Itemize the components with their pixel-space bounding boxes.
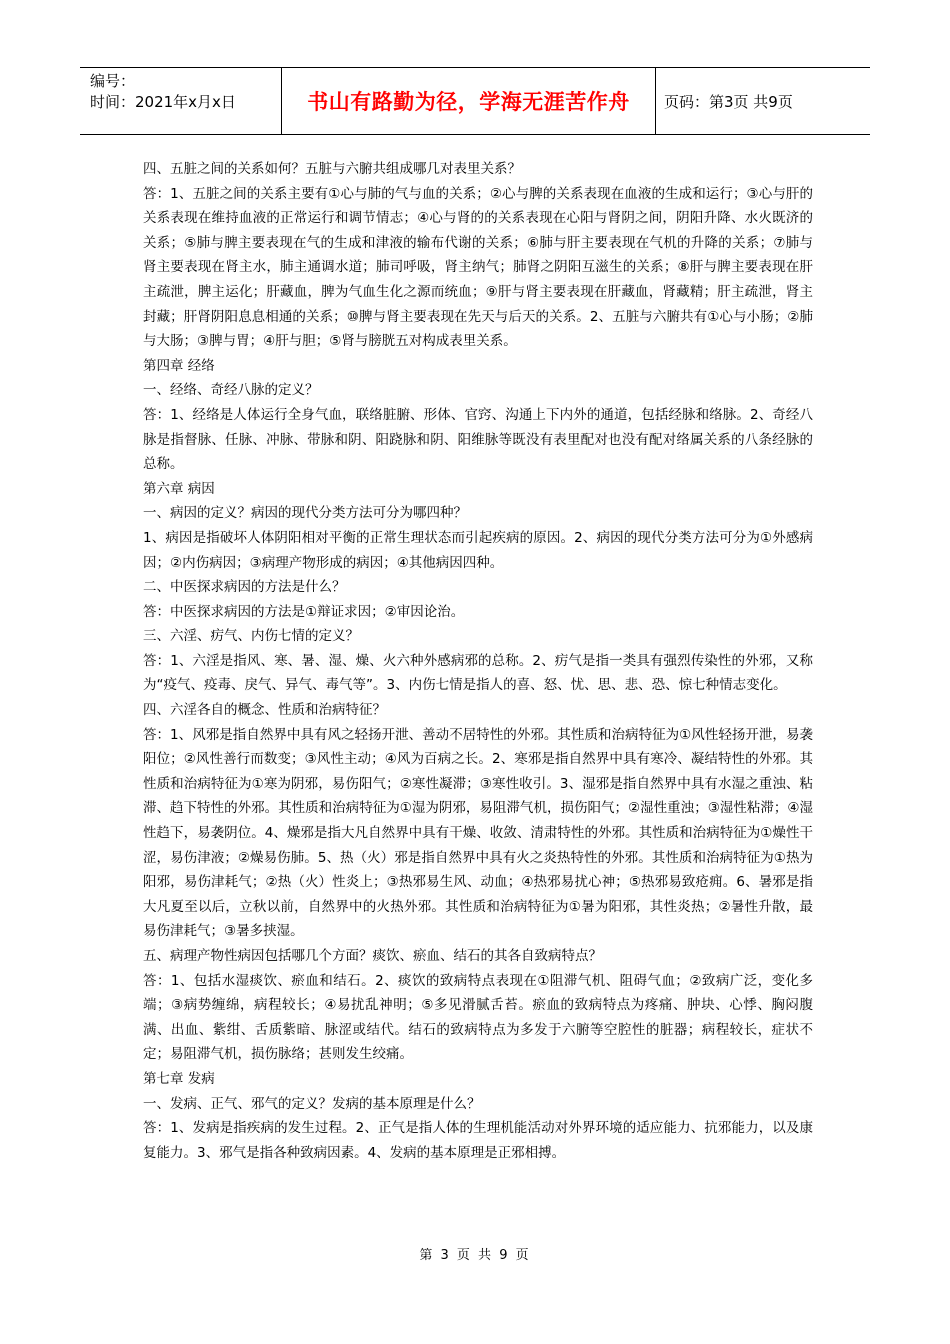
question-heading: 四、六淫各自的概念、性质和治病特征？ — [143, 702, 386, 719]
question-heading: 五、病理产物性病因包括哪几个方面？痰饮、瘀血、结石的其各自致病特点？ — [143, 948, 602, 964]
answer-paragraph: 1、病因是指破坏人体阴阳相对平衡的正常生理状态而引起疾病的原因。2、病因的现代分类方法可分为①外感病因；②内伤病因；③病理产物形成的病因；④其他病因四种。 — [143, 529, 813, 571]
document-date: 时间：2021年x月x日 — [90, 93, 236, 111]
header-motto: 书山有路勤为径，学海无涯苦作舟 — [282, 68, 656, 134]
answer-paragraph: 答：1、经络是人体运行全身气血，联络脏腑、形体、官窍、沟通上下内外的通道，包括经脉和络脉。2、奇经八脉是指督脉、任脉、冲脉、带脉和阴、阳跷脉和阴、阳维脉等既没有表里配对也没有配对络属关系的八条经脉的总称。 — [143, 406, 813, 473]
document-number-label: 编号： — [90, 72, 136, 90]
answer-paragraph: 答：1、发病是指疾病的发生过程。2、正气是指人体的生理机能活动对外界环境的适应能力、抗邪能力，以及康复能力。3、邪气是指各种致病因素。4、发病的基本原理是正邪相搏。 — [143, 1120, 813, 1161]
chapter-heading: 第六章 病因 — [143, 480, 215, 497]
page-footer: 第 3 页 共 9 页 — [419, 1248, 531, 1263]
page-header — [80, 67, 870, 135]
question-heading: 一、发病、正气、邪气的定义？发病的基本原理是什么？ — [143, 1095, 481, 1112]
header-page-info: 页码：第3页 共9页 — [664, 92, 793, 111]
answer-paragraph: 答：1、五脏之间的关系主要有①心与肺的气与血的关系；②心与脾的关系表现在血液的生成和运行；③心与肝的关系表现在维持血液的正常运行和调节情志；④心与肾的的关系表现在心阳与肾阴之间，阴阳升降、水火既济的关系；⑤肺与脾主要表现在气的生成和津液的输布代谢的关系；⑥肺与肝主要表现在气机的升降的关系；⑦肺与肾主要表现在肾主水，肺主通调水道；肺司呼吸，肾主纳气；肺肾之阴阳互滋生的关系；⑧肝与脾主要表现在肝主疏泄，脾主运化；肝藏血，脾为气血生化之源而统血；⑨肝与肾主要表现在肝藏血，肾藏精；肝主疏泄，肾主封藏；肝肾阴阳息息相通的关系；⑩脾与肾主要表现在先天与后天的关系。2、五脏与六腑共有①心与小肠；②肺与大肠；③脾与胃；④肝与胆；⑤肾与膀胱五对构成表里关系。 — [143, 185, 813, 350]
header-meta — [80, 68, 282, 134]
answer-paragraph: 答：中医探求病因的方法是①辩证求因；②审因论治。 — [143, 603, 465, 620]
answer-paragraph: 答：1、包括水湿痰饮、瘀血和结石。2、痰饮的致病特点表现在①阻滞气机、阻碍气血；②致病广泛，变化多端；③病势缠绵，病程较长；④易扰乱神明；⑤多见滑腻舌苔。瘀血的致病特点为疼痛、肿块、心悸、胸闷腹满、出血、紫绀、舌质紫暗、脉涩或结代。结石的致病特点为多发于六腑等空腔性的脏器；病程较长，症状不定；易阻滞气机，损伤脉络；甚则发生绞痛。 — [143, 972, 813, 1063]
question-heading: 一、经络、奇经八脉的定义？ — [143, 382, 319, 399]
chapter-heading: 第四章 经络 — [143, 357, 215, 374]
answer-paragraph: 答：1、风邪是指自然界中具有风之轻扬开泄、善动不居特性的外邪。其性质和治病特征为①风性轻扬开泄，易袭阳位；②风性善行而数变；③风性主动；④风为百病之长。2、寒邪是指自然界中具有寒冷、凝结特性的外邪。其性质和治病特征为①寒为阴邪，易伤阳气；②寒性凝滞；③寒性收引。3、湿邪是指自然界中具有水湿之重浊、粘滞、趋下特性的外邪。其性质和治病特征为①湿为阴邪，易阻滞气机，损伤阳气；②湿性重浊；③湿性粘滞；④湿性趋下，易袭阴位。4、燥邪是指大凡自然界中具有干燥、收敛、清肃特性的外邪。其性质和治病特征为①燥性干涩，易伤津液；②燥易伤肺。5、热（火）邪是指自然界中具有火之炎热特性的外邪。其性质和治病特征为①热为阳邪，易伤津耗气；②热（火）性炎上；③热邪易生风、动血；④热邪易扰心神；⑤热邪易致疮痈。6、暑邪是指大凡夏至以后，立秋以前，自然界中的火热外邪。其性质和治病特征为①暑为阳邪，其性炎热；②暑性升散，最易伤津耗气；③暑多挟湿。 — [143, 726, 813, 940]
question-heading: 四、五脏之间的关系如何？五脏与六腑共组成哪几对表里关系？ — [143, 161, 521, 177]
question-heading: 二、中医探求病因的方法是什么？ — [143, 579, 346, 596]
document-body — [143, 157, 813, 1165]
question-heading: 三、六淫、疠气、内伤七情的定义？ — [143, 628, 359, 645]
answer-paragraph: 答：1、六淫是指风、寒、暑、湿、燥、火六种外感病邪的总称。2、疠气是指一类具有强烈传染性的外邪，又称为“疫气、疫毒、戾气、异气、毒气等”。3、内伤七情是指人的喜、怒、忧、思、悲、恐、惊七种情志变化。 — [143, 652, 813, 694]
question-heading: 一、病因的定义？病因的现代分类方法可分为哪四种？ — [143, 505, 467, 522]
chapter-heading: 第七章 发病 — [143, 1070, 215, 1087]
